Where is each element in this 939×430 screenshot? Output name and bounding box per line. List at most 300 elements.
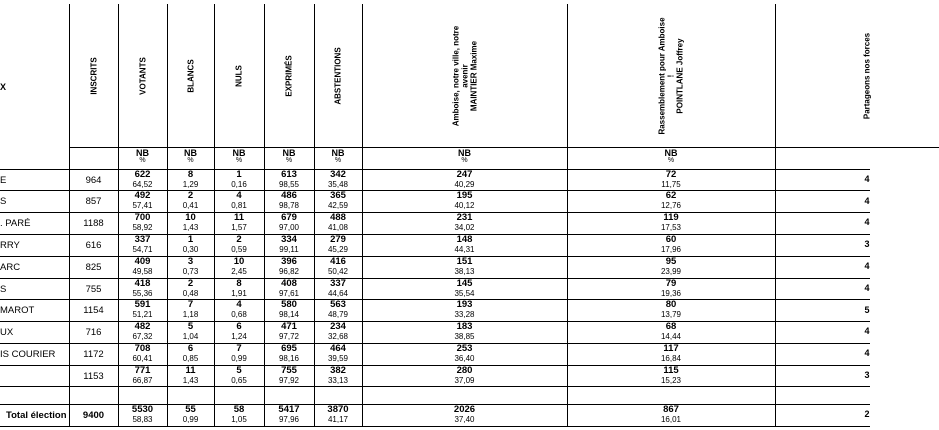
cell-count: 7 (187, 299, 194, 310)
table-cell (264, 344, 314, 364)
nuls-header-line: NULS (234, 64, 244, 87)
row-label: S (0, 284, 7, 295)
table-cell (214, 235, 264, 255)
cell-count: 145 (456, 278, 473, 289)
cell-count: 183 (456, 321, 473, 332)
row-label: RRY (0, 240, 20, 251)
cell-percent: 0,16 (231, 180, 247, 189)
table-cell (118, 191, 167, 211)
unit-pct: % (334, 157, 342, 164)
table-cell (264, 366, 314, 386)
edge-cell: 3 (864, 239, 870, 249)
edge-cell: 3 (864, 370, 870, 380)
unit-nb: NB (282, 148, 296, 158)
cell-percent: 54,71 (132, 245, 153, 254)
cell-percent: 97,92 (278, 376, 300, 385)
cell-percent: 1,57 (231, 223, 247, 232)
list1-header-line: MAINTIER Maxime (469, 40, 478, 111)
bureau-header: X (0, 82, 7, 92)
unit-pct: % (139, 157, 146, 164)
cell-percent: 98,16 (278, 354, 300, 363)
unit-pct: % (461, 157, 468, 164)
cell-count: 365 (330, 190, 346, 201)
cell-count: 11 (185, 365, 196, 376)
list1-header (362, 4, 567, 147)
votants-header-line: VOTANTS (138, 56, 147, 95)
cell-count: 482 (134, 321, 151, 332)
cell-count: 418 (134, 278, 151, 289)
exprimes-header-text (285, 55, 294, 96)
row-inscrits: 825 (85, 262, 102, 273)
abstentions-header-line: ABSTENTIONS (333, 46, 343, 105)
total-cell (167, 405, 214, 425)
blancs-header (167, 4, 214, 147)
cell-percent: 12,76 (660, 201, 682, 210)
cell-count: 337 (330, 278, 346, 289)
table-cell (567, 191, 775, 211)
table-cell (314, 191, 362, 211)
cell-percent: 0,30 (182, 245, 199, 254)
cell-percent: 97,96 (278, 415, 300, 424)
table-cell (118, 257, 167, 277)
cell-percent: 1,43 (182, 223, 199, 232)
cell-percent: 44,31 (454, 245, 475, 254)
cell-count: 55 (185, 404, 196, 415)
cell-percent: 34,02 (454, 223, 475, 232)
cell-count: 247 (456, 169, 473, 180)
cell-percent: 44,64 (327, 289, 349, 298)
votants-header (118, 4, 167, 147)
cell-percent: 32,68 (327, 332, 349, 341)
cell-count: 231 (456, 212, 473, 223)
cell-percent: 17,53 (660, 223, 682, 232)
table-cell (214, 279, 264, 299)
cell-count: 5530 (131, 404, 154, 415)
table-cell (362, 344, 567, 364)
nuls-header (214, 4, 264, 147)
exprimes-header-line: EXPRIMÉS (284, 54, 294, 97)
cell-percent: 97,61 (278, 289, 300, 298)
cell-percent: 23,99 (660, 267, 682, 276)
cell-percent: 64,52 (132, 180, 153, 189)
table-cell (314, 300, 362, 320)
cell-percent: 58,92 (132, 223, 153, 232)
unit-label (314, 149, 362, 165)
cell-percent: 49,58 (132, 267, 153, 276)
cell-count: 622 (134, 169, 151, 180)
cell-percent: 1,04 (182, 332, 199, 341)
cell-count: 416 (330, 256, 346, 267)
table-cell (264, 170, 314, 190)
table-cell (567, 213, 775, 233)
cell-count: 867 (663, 404, 679, 415)
table-cell (314, 322, 362, 342)
cell-count: 6 (236, 321, 242, 332)
cell-count: 2026 (453, 404, 476, 415)
unit-nb: NB (458, 148, 471, 158)
table-cell (567, 235, 775, 255)
cell-count: 679 (281, 212, 297, 223)
cell-percent: 0,85 (182, 354, 199, 363)
table-cell (214, 170, 264, 190)
edge-cell: 4 (864, 174, 870, 184)
table-cell (118, 366, 167, 386)
cell-count: 708 (134, 343, 151, 354)
total-cell (314, 405, 362, 425)
table-cell (264, 257, 314, 277)
table-cell (214, 344, 264, 364)
edge-cell: 4 (864, 261, 870, 271)
cell-percent: 37,09 (454, 376, 475, 385)
cell-percent: 0,41 (182, 201, 199, 210)
row-divider (69, 147, 939, 148)
total-label: Total élection (6, 410, 67, 421)
cell-count: 8 (187, 169, 194, 180)
cell-percent: 66,87 (132, 376, 153, 385)
cell-percent: 1,91 (231, 289, 247, 298)
cell-percent: 37,40 (454, 415, 475, 424)
cell-count: 591 (134, 299, 151, 310)
abstentions-header (314, 4, 362, 147)
cell-percent: 0,99 (231, 354, 247, 363)
row-inscrits: 1153 (83, 371, 104, 382)
cell-percent: 42,59 (327, 201, 349, 210)
table-cell (567, 344, 775, 364)
row-inscrits: 716 (85, 327, 102, 338)
table-cell (314, 235, 362, 255)
cell-count: 4 (236, 190, 242, 201)
table-cell (167, 170, 214, 190)
cell-percent: 39,59 (327, 354, 349, 363)
cell-percent: 0,59 (231, 245, 247, 254)
cell-percent: 0,48 (182, 289, 199, 298)
table-cell (214, 322, 264, 342)
list2-header (567, 4, 775, 147)
cell-percent: 1,29 (182, 180, 199, 189)
cell-percent: 0,73 (182, 267, 199, 276)
cell-count: 1 (236, 169, 242, 180)
edge-cell: 4 (864, 326, 870, 336)
cell-count: 580 (281, 299, 297, 310)
list2-header-text (658, 17, 685, 134)
cell-count: 409 (134, 256, 151, 267)
list3-header-text: Partageons nos forces (862, 32, 872, 119)
cell-count: 72 (665, 169, 677, 180)
unit-label (167, 149, 214, 165)
cell-count: 151 (456, 256, 473, 267)
cell-count: 80 (665, 299, 677, 310)
cell-count: 613 (281, 169, 297, 180)
cell-percent: 99,11 (279, 245, 299, 254)
cell-count: 2 (187, 278, 194, 289)
table-cell (362, 257, 567, 277)
cell-percent: 0,99 (182, 415, 199, 424)
table-cell (167, 344, 214, 364)
cell-percent: 1,43 (182, 376, 199, 385)
cell-percent: 40,12 (454, 201, 475, 210)
table-cell (314, 366, 362, 386)
unit-nb: NB (232, 148, 246, 158)
cell-count: 11 (233, 212, 245, 223)
blancs-header-line: BLANCS (186, 58, 195, 93)
cell-count: 58 (233, 404, 245, 415)
cell-percent: 33,28 (454, 310, 475, 319)
total-cell (567, 405, 775, 425)
list1-header-line: avenir (460, 63, 469, 88)
table-cell (214, 366, 264, 386)
cell-count: 486 (281, 190, 297, 201)
row-label: S (0, 196, 7, 207)
cell-percent: 51,21 (132, 310, 153, 319)
cell-count: 8 (236, 278, 242, 289)
table-cell (167, 322, 214, 342)
total-inscrits: 9400 (82, 410, 105, 421)
table-cell (362, 366, 567, 386)
cell-count: 471 (281, 321, 297, 332)
cell-percent: 35,48 (327, 180, 349, 189)
table-cell (118, 235, 167, 255)
cell-percent: 15,23 (660, 376, 682, 385)
cell-count: 1 (187, 234, 194, 245)
table-cell (314, 257, 362, 277)
row-label: IS COURIER (0, 349, 56, 360)
unit-pct: % (187, 157, 194, 164)
cell-count: 5 (187, 321, 194, 332)
table-cell (214, 191, 264, 211)
cell-count: 492 (134, 190, 151, 201)
cell-count: 700 (134, 212, 151, 223)
edge-cell: 4 (864, 217, 870, 227)
cell-percent: 1,24 (231, 332, 247, 341)
list1-header-text (451, 25, 478, 125)
unit-nb: NB (184, 148, 197, 158)
cell-count: 119 (663, 212, 679, 223)
cell-percent: 0,81 (231, 201, 247, 210)
cell-percent: 35,54 (454, 289, 475, 298)
edge-cell: 2 (864, 409, 870, 419)
table-cell (214, 300, 264, 320)
table-cell (118, 170, 167, 190)
unit-label (264, 149, 314, 165)
table-cell (314, 344, 362, 364)
cell-percent: 96,82 (278, 267, 300, 276)
edge-cell: 4 (864, 348, 870, 358)
row-label: UX (0, 327, 14, 338)
cell-percent: 0,68 (231, 310, 247, 319)
inscrits-header-text (89, 57, 98, 94)
unit-pct: % (285, 157, 293, 164)
row-inscrits: 616 (85, 240, 102, 251)
cell-count: 253 (456, 343, 473, 354)
table-cell (314, 170, 362, 190)
cell-count: 68 (665, 321, 677, 332)
cell-percent: 50,42 (327, 267, 349, 276)
blancs-header-text (186, 59, 195, 92)
cell-percent: 58,83 (132, 415, 153, 424)
total-cell (264, 405, 314, 425)
exprimes-header (264, 4, 314, 147)
cell-count: 755 (281, 365, 297, 376)
cell-count: 408 (281, 278, 297, 289)
votants-header-text (138, 57, 147, 95)
cell-count: 771 (134, 365, 151, 376)
row-divider (0, 386, 870, 387)
table-cell (567, 257, 775, 277)
table-cell (567, 170, 775, 190)
cell-percent: 36,40 (454, 354, 475, 363)
cell-percent: 11,75 (661, 180, 681, 189)
table-cell (167, 300, 214, 320)
inscrits-header (69, 4, 118, 147)
cell-percent: 38,13 (454, 267, 475, 276)
row-inscrits: 1188 (83, 218, 104, 229)
cell-count: 10 (185, 212, 196, 223)
row-label: . PARÉ (0, 218, 31, 229)
table-cell (362, 213, 567, 233)
row-label: MAROT (0, 305, 35, 316)
cell-percent: 1,05 (231, 415, 247, 424)
list3-header (775, 4, 870, 147)
cell-count: 193 (456, 299, 473, 310)
cell-count: 79 (665, 278, 677, 289)
cell-percent: 48,79 (327, 310, 349, 319)
table-cell (362, 191, 567, 211)
cell-count: 396 (281, 256, 297, 267)
total-cell (118, 405, 167, 425)
cell-count: 148 (456, 234, 473, 245)
table-cell (118, 300, 167, 320)
table-cell (567, 322, 775, 342)
row-inscrits: 1154 (83, 305, 104, 316)
list2-header-line: Rassemblement pour Amboise (657, 16, 667, 135)
cell-percent: 97,00 (278, 223, 300, 232)
cell-percent: 14,44 (660, 332, 682, 341)
cell-percent: 45,29 (327, 245, 349, 254)
table-cell (362, 235, 567, 255)
table-cell (167, 257, 214, 277)
cell-percent: 16,01 (660, 415, 682, 424)
cell-count: 95 (665, 256, 677, 267)
cell-percent: 98,55 (278, 180, 300, 189)
table-cell (362, 279, 567, 299)
cell-count: 234 (330, 321, 346, 332)
row-inscrits: 755 (85, 284, 102, 295)
cell-count: 7 (236, 343, 242, 354)
cell-count: 115 (663, 365, 679, 376)
table-cell (167, 279, 214, 299)
cell-percent: 17,96 (660, 245, 682, 254)
cell-percent: 97,72 (278, 332, 300, 341)
cell-percent: 55,36 (132, 289, 153, 298)
cell-percent: 13,79 (660, 310, 682, 319)
table-cell (167, 366, 214, 386)
list1-header-line: Amboise, notre ville, notre (451, 25, 460, 126)
cell-count: 5417 (278, 404, 300, 415)
cell-count: 279 (330, 234, 346, 245)
table-cell (362, 322, 567, 342)
cell-count: 382 (330, 365, 346, 376)
cell-count: 6 (187, 343, 194, 354)
cell-percent: 40,29 (454, 180, 475, 189)
row-label: ARC (0, 262, 21, 273)
table-cell (118, 213, 167, 233)
row-inscrits: 857 (85, 196, 102, 207)
cell-count: 2 (236, 234, 242, 245)
unit-label (567, 149, 775, 165)
cell-count: 2 (187, 190, 194, 201)
cell-count: 60 (665, 234, 677, 245)
abstentions-header-text (334, 47, 343, 104)
cell-count: 5 (236, 365, 242, 376)
total-cell (362, 405, 567, 425)
table-cell (118, 279, 167, 299)
table-cell (167, 213, 214, 233)
cell-percent: 60,41 (132, 354, 153, 363)
cell-percent: 16,84 (660, 354, 682, 363)
cell-count: 280 (456, 365, 473, 376)
table-cell (264, 213, 314, 233)
table-cell (214, 213, 264, 233)
unit-label (214, 149, 264, 165)
cell-count: 3870 (327, 404, 349, 415)
table-cell (264, 279, 314, 299)
table-cell (362, 300, 567, 320)
cell-count: 337 (134, 234, 151, 245)
table-cell (264, 300, 314, 320)
cell-percent: 2,45 (231, 267, 247, 276)
unit-label (362, 149, 567, 165)
edge-cell: 5 (864, 305, 870, 315)
list2-header-line: ! (666, 74, 676, 77)
cell-percent: 57,41 (132, 201, 153, 210)
table-cell (362, 170, 567, 190)
table-cell (567, 366, 775, 386)
unit-nb: NB (664, 148, 678, 158)
table-cell (264, 235, 314, 255)
cell-percent: 0,65 (231, 376, 247, 385)
cell-percent: 41,17 (327, 415, 349, 424)
table-cell (167, 235, 214, 255)
table-cell (118, 322, 167, 342)
cell-percent: 38,85 (454, 332, 475, 341)
cell-count: 62 (665, 190, 677, 201)
cell-percent: 98,14 (278, 310, 300, 319)
cell-percent: 98,78 (278, 201, 300, 210)
table-cell (264, 191, 314, 211)
cell-count: 464 (330, 343, 346, 354)
cell-count: 563 (330, 299, 346, 310)
cell-count: 342 (330, 169, 346, 180)
cell-count: 3 (187, 256, 194, 267)
cell-count: 195 (456, 190, 473, 201)
list2-header-line: POINTLANE Joffrey (675, 37, 685, 114)
cell-count: 4 (236, 299, 242, 310)
cell-percent: 67,32 (132, 332, 153, 341)
unit-pct: % (667, 157, 675, 164)
unit-nb: NB (136, 148, 149, 158)
cell-percent: 1,18 (182, 310, 199, 319)
cell-count: 695 (281, 343, 297, 354)
row-label: E (0, 175, 7, 186)
row-inscrits: 964 (85, 175, 102, 186)
cell-count: 334 (281, 234, 297, 245)
cell-count: 10 (233, 256, 245, 267)
cell-percent: 41,08 (327, 223, 349, 232)
unit-nb: NB (331, 148, 345, 158)
cell-count: 488 (330, 212, 346, 223)
table-cell (567, 279, 775, 299)
row-divider (0, 426, 870, 427)
